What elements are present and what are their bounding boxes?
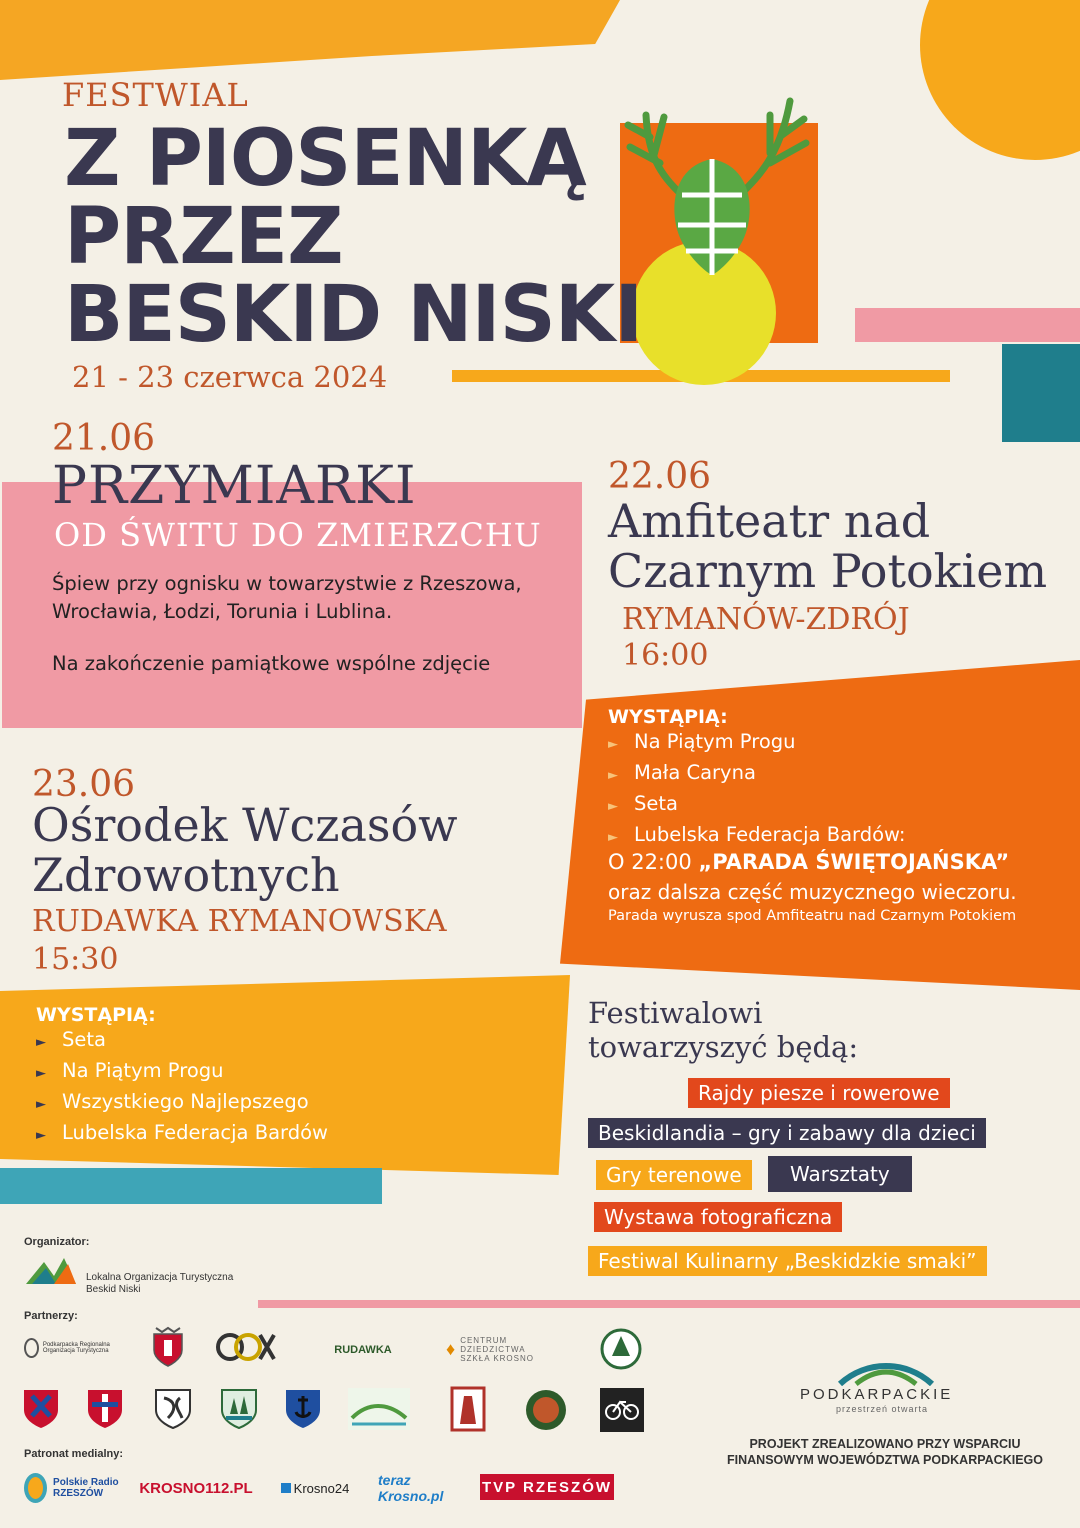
- list-item: [36, 1057, 328, 1088]
- event-tag-gry-terenowe: Gry terenowe: [596, 1160, 752, 1190]
- day1-desc-line: Śpiew przy ognisku w towarzystwie z Rzeszowa,: [52, 572, 522, 595]
- media-logo-tvp: TVP RZESZÓW: [480, 1474, 614, 1500]
- title-line-2: PRZEZ: [64, 192, 343, 282]
- coat-of-arms-icon: [284, 1386, 322, 1430]
- organizer-name-line: Lokalna Organizacja Turystyczna: [86, 1272, 234, 1283]
- list-item: [36, 1088, 328, 1119]
- day3-venue-line: Ośrodek Wczasów: [32, 798, 458, 852]
- square-icon: [281, 1483, 291, 1493]
- sun-circle-decoration: [920, 0, 1080, 160]
- radio-circle-icon: [24, 1473, 47, 1503]
- parade-name: „PARADA ŚWIĘTOJAŃSKA”: [698, 850, 1010, 874]
- day1-desc-line: Wrocławia, Łodzi, Torunia i Lublina.: [52, 600, 393, 623]
- teal-block-decoration: [1002, 344, 1080, 442]
- arrow-right-icon: ►: [608, 768, 618, 783]
- coat-of-arms-icon: [22, 1386, 60, 1430]
- day1-subtitle: OD ŚWITU DO ZMIERZCHU: [54, 516, 542, 554]
- day2-venue: [608, 496, 1047, 596]
- festival-dates: 21 - 23 czerwca 2024: [72, 360, 388, 394]
- pink-line-decoration: [258, 1300, 1080, 1308]
- arrow-right-icon: ►: [36, 1128, 46, 1143]
- performer-name: Na Piątym Progu: [634, 730, 796, 753]
- paint-stroke-decoration: [0, 0, 620, 80]
- performer-name: Wszystkiego Najlepszego: [62, 1090, 309, 1113]
- arrow-right-icon: ►: [608, 737, 618, 752]
- day2-time: 16:00: [622, 638, 709, 673]
- list-item: [608, 759, 905, 790]
- media-logo-krosno112: KROSNO112.PL: [139, 1479, 253, 1497]
- performer-name: Seta: [634, 792, 678, 815]
- day2-location: RYMANÓW-ZDRÓJ: [622, 602, 910, 637]
- partner-logo-round-icon: [600, 1328, 642, 1370]
- organizer-name-line: Beskid Niski: [86, 1284, 141, 1295]
- coat-of-arms-icon: [154, 1386, 192, 1430]
- list-item: [608, 790, 905, 821]
- media-logo-polskie-radio: [24, 1470, 134, 1506]
- event-tag-beskidlandia: Beskidlandia – gry i zabawy dla dzieci: [588, 1118, 986, 1148]
- day2-performers-heading: WYSTĄPIĄ:: [608, 706, 728, 728]
- partner-name: CENTRUM DZIEDZICTWA SZKŁA KROSNO: [460, 1335, 534, 1363]
- day3-date: 23.06: [32, 764, 136, 805]
- partner-logo-gok-icon: [216, 1330, 276, 1364]
- day3-performers-heading: WYSTĄPIĄ:: [36, 1004, 156, 1026]
- day3-venue: [32, 800, 458, 900]
- festival-label: FESTWIAL: [62, 76, 249, 114]
- region-name: PODKARPACKIE: [800, 1386, 954, 1403]
- day3-time: 15:30: [32, 942, 119, 977]
- partner-logo-forest-icon: [524, 1388, 568, 1432]
- media-logo-krosno24: [272, 1476, 358, 1500]
- teal-strip-decoration: [0, 1168, 382, 1204]
- partner-logo-rudawka: RUDAWKA: [334, 1344, 392, 1356]
- day3-venue-line: Zdrowotnych: [32, 848, 340, 902]
- project-note-line: FINANSOWYM WOJEWÓDZTWA PODKARPACKIEGO: [727, 1453, 1043, 1467]
- parade-line-2: oraz dalsza część muzycznego wieczoru.: [608, 880, 1017, 904]
- organizer-logo-icon: [24, 1254, 78, 1294]
- coat-of-arms-icon: [150, 1326, 186, 1368]
- partner-logo-prot: [24, 1334, 134, 1362]
- title-line-3: BESKID NISKI: [64, 270, 643, 360]
- day1-description: [52, 570, 522, 678]
- podkarpackie-logo-icon: [836, 1356, 936, 1386]
- partner-logo-dorzecze-icon: [348, 1388, 410, 1430]
- accompaniment-heading-line: Festiwalowi: [588, 996, 763, 1030]
- event-tag-rajdy: Rajdy piesze i rowerowe: [688, 1078, 950, 1108]
- day1-date: 21.06: [52, 418, 156, 459]
- performer-name: Seta: [62, 1028, 106, 1051]
- parade-time: O 22:00: [608, 850, 692, 874]
- list-item: [36, 1119, 328, 1150]
- day2-venue-line: Czarnym Potokiem: [608, 544, 1048, 598]
- project-note: [700, 1436, 1070, 1468]
- performer-name: Lubelska Federacja Bardów:: [634, 823, 906, 846]
- arrow-right-icon: ►: [608, 799, 618, 814]
- pink-bar-decoration: [855, 308, 1080, 342]
- day2-date: 22.06: [608, 456, 712, 497]
- arrow-right-icon: ►: [36, 1097, 46, 1112]
- performer-name: Na Piątym Progu: [62, 1059, 224, 1082]
- partner-name: Podkarpacka Regionalna Organizacja Turystyczna: [42, 1342, 110, 1354]
- partners-label: Partnerzy:: [24, 1310, 78, 1322]
- performer-name: Lubelska Federacja Bardów: [62, 1121, 328, 1144]
- media-name: Polskie Radio RZESZÓW: [53, 1477, 119, 1499]
- day3-performers: [36, 1004, 328, 1150]
- parade-line: [608, 850, 1009, 874]
- partner-logo-centrum: [446, 1332, 556, 1366]
- list-item: [608, 821, 905, 852]
- festival-logo-icon: [620, 95, 818, 390]
- title-line-1: Z PIOSENKĄ: [64, 114, 586, 204]
- coat-of-arms-icon: [220, 1386, 258, 1430]
- media-label: Patronat medialny:: [24, 1448, 124, 1460]
- list-item: [608, 728, 905, 759]
- parade-line-3: Parada wyrusza spod Amfiteatru nad Czarnym Potokiem: [608, 908, 1017, 924]
- glass-icon: ♦: [446, 1338, 457, 1359]
- accompaniment-heading-line: towarzyszyć będą:: [588, 1030, 859, 1064]
- arrow-right-icon: ►: [36, 1066, 46, 1081]
- event-tag-warsztaty: Warsztaty: [768, 1156, 912, 1192]
- organizer-name: [86, 1272, 233, 1296]
- day1-desc-line: Na zakończenie pamiątkowe wspólne zdjęcie: [52, 652, 491, 675]
- partner-logo-bike-icon: [600, 1388, 644, 1432]
- arrow-right-icon: ►: [608, 830, 618, 845]
- day1-title: PRZYMIARKI: [52, 456, 417, 516]
- accompaniment-heading: [588, 996, 858, 1064]
- region-tagline: przestrzeń otwarta: [836, 1404, 929, 1414]
- day2-performers: [608, 706, 905, 852]
- event-tag-kulinarny: Festiwal Kulinarny „Beskidzkie smaki”: [588, 1246, 987, 1276]
- day2-venue-line: Amfiteatr nad: [608, 494, 931, 548]
- project-note-line: PROJEKT ZREALIZOWANO PRZY WSPARCIU: [749, 1437, 1021, 1451]
- arrow-right-icon: ►: [36, 1035, 46, 1050]
- performer-name: Mała Caryna: [634, 761, 756, 784]
- event-tag-wystawa: Wystawa fotograficzna: [594, 1202, 842, 1232]
- partner-logo-muzeum-icon: [450, 1386, 486, 1432]
- list-item: [36, 1026, 328, 1057]
- media-name: Krosno24: [293, 1480, 350, 1496]
- coat-of-arms-icon: [86, 1386, 124, 1430]
- prot-emblem-icon: [24, 1338, 39, 1358]
- day3-location: RUDAWKA RYMANOWSKA: [32, 904, 447, 939]
- organizer-label: Organizator:: [24, 1236, 90, 1248]
- media-logo-teraz-krosno: teraz Krosno.pl: [378, 1472, 444, 1504]
